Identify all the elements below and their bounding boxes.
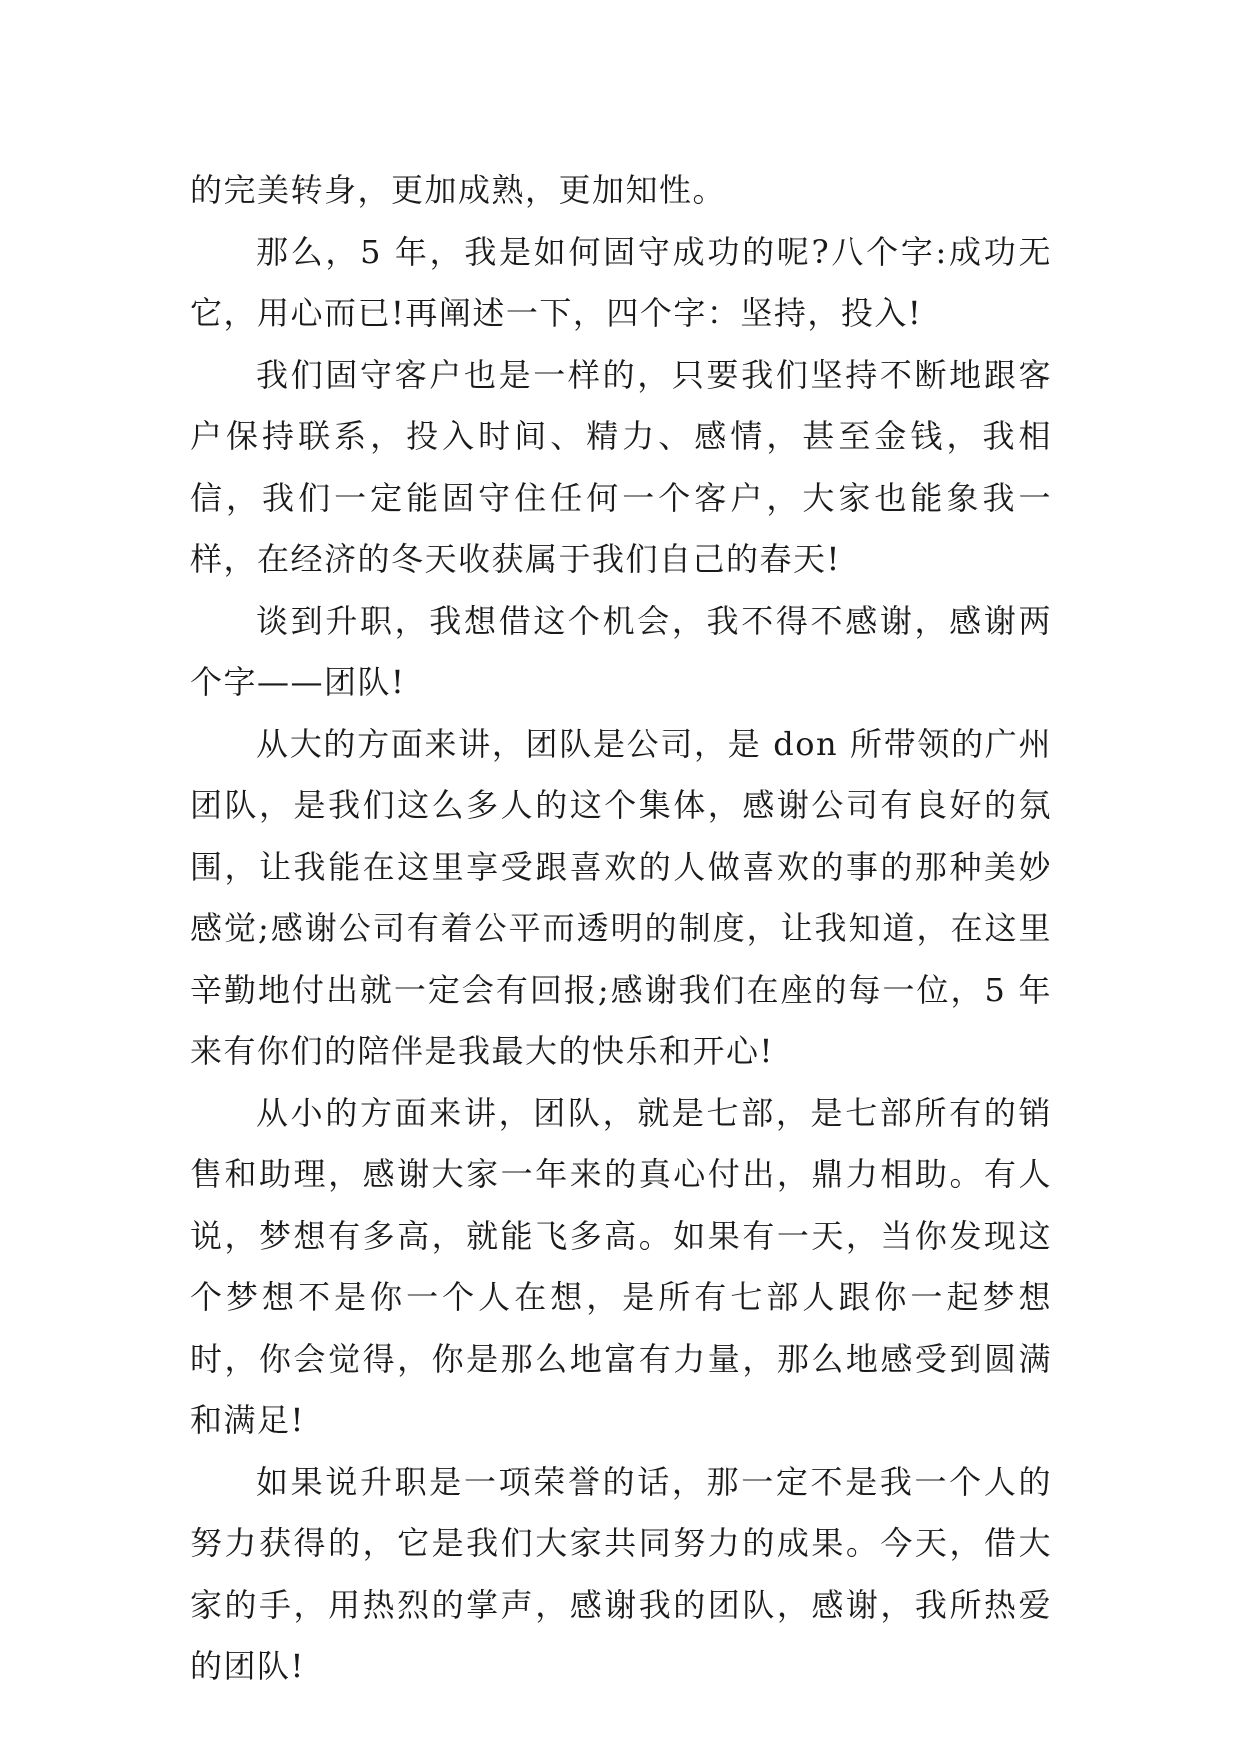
paragraph-2: 那么，5 年，我是如何固守成功的呢?八个字:成功无它，用心而已!再阐述一下，四个字：坚持，投入! [190,232,1052,332]
paragraph-7: 如果说升职是一项荣誉的话，那一定不是我一个人的努力获得的，它是我们大家共同努力的成果。今天，借大家的手，用热烈的掌声，感谢我的团队，感谢，我所热爱的团队! [190,1462,1052,1685]
document-body [190,160,1052,1698]
paragraph-1: 的完美转身，更加成熟，更加知性。 [190,171,727,209]
paragraph-6: 从小的方面来讲，团队，就是七部，是七部所有的销售和助理，感谢大家一年来的真心付出，鼎力相助。有人说，梦想有多高，就能飞多高。如果有一天，当你发现这个梦想不是你一个人在想，是所有七部人跟你一起梦想时，你会觉得，你是那么地富有力量，那么地感受到圆满和满足! [190,1093,1052,1439]
paragraph-4: 谈到升职，我想借这个机会，我不得不感谢，感谢两个字——团队! [190,601,1052,701]
paragraph-3: 我们固守客户也是一样的，只要我们坚持不断地跟客户保持联系，投入时间、精力、感情，甚至金钱，我相信，我们一定能固守住任何一个客户，大家也能象我一样，在经济的冬天收获属于我们自己的春天! [190,355,1052,578]
paragraph-5: 从大的方面来讲，团队是公司，是 don 所带领的广州团队，是我们这么多人的这个集体，感谢公司有良好的氛围，让我能在这里享受跟喜欢的人做喜欢的事的那种美妙感觉;感谢公司有着公平而透明的制度，让我知道，在这里辛勤地付出就一定会有回报;感谢我们在座的每一位，5 年来有你们的陪伴是我最大的快乐和开心! [190,724,1052,1070]
